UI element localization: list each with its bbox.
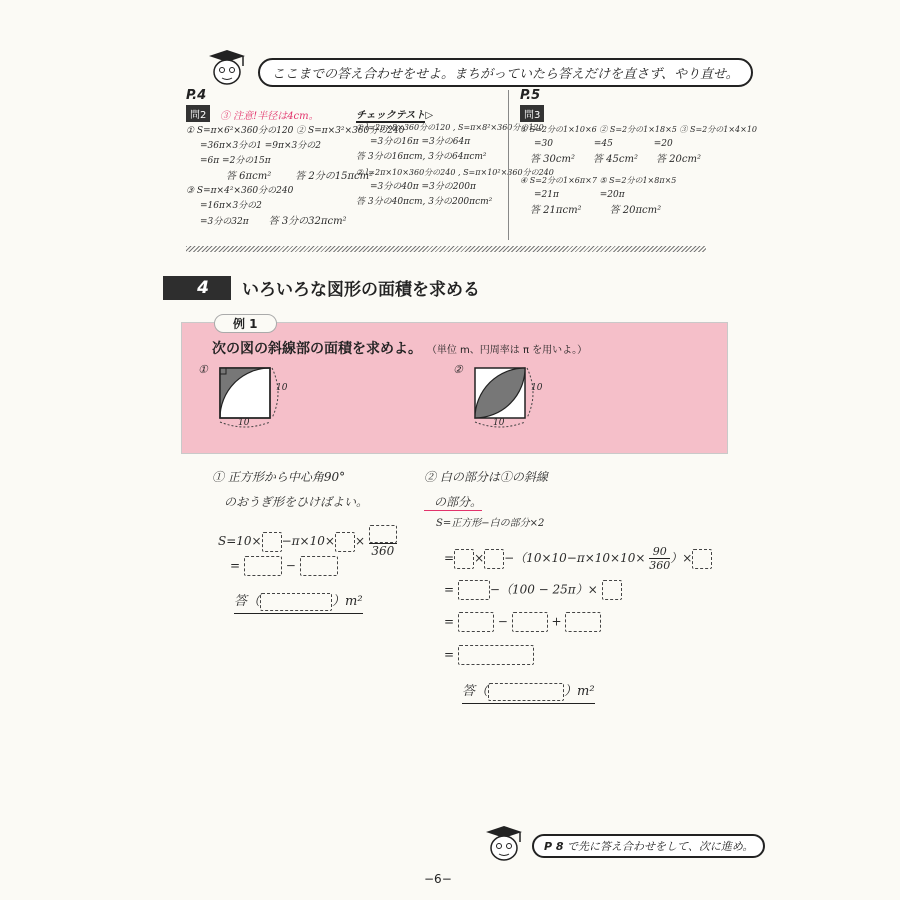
arrow-right-icon: ▷ bbox=[425, 110, 434, 121]
solution2-intro1: ② 白の部分は①の斜線 bbox=[424, 470, 548, 484]
sol2-eq2-a: = bbox=[444, 582, 455, 597]
p4-label: P.4 bbox=[186, 88, 207, 103]
check-test-text: チェックテスト bbox=[356, 110, 426, 121]
sol2-blank-5[interactable] bbox=[602, 580, 622, 600]
example-tab: 例 1 bbox=[214, 314, 277, 333]
p4-ans2: 答 2分の15πcm² bbox=[295, 171, 374, 182]
solution1-answer bbox=[234, 590, 363, 614]
sol2-eq3-c: + bbox=[551, 614, 562, 629]
sol2-blank-4[interactable] bbox=[458, 580, 490, 600]
p5-q-tag-text: 問3 bbox=[520, 105, 544, 122]
section-number: 4 bbox=[197, 278, 209, 298]
bottom-page-ref: P 8 bbox=[544, 840, 564, 853]
p5-row4: =21π =20π bbox=[534, 190, 625, 200]
hatch-separator bbox=[186, 246, 706, 252]
p5-label: P.5 bbox=[520, 88, 541, 103]
sol1-eq2-equals: = bbox=[230, 558, 241, 573]
sol1-fraction bbox=[369, 525, 397, 558]
p4-line2: =36π×3分の1 =9π×3分の2 bbox=[200, 141, 321, 151]
section-number-tab bbox=[163, 276, 231, 300]
p4-line5: =16π×3分の2 bbox=[200, 201, 262, 211]
sol1-answer-blank[interactable] bbox=[260, 593, 332, 611]
p5-ans2: 答 45cm² bbox=[593, 154, 638, 165]
p5-ans3: 答 20cm² bbox=[656, 154, 701, 165]
p4-line3: =6π =2分の15π bbox=[200, 156, 271, 166]
top-banner-text: ここまでの答え合わせをせよ。まちがっていたら答えだけを直さず、やり直せ。 bbox=[272, 67, 739, 82]
sol2-blank-8[interactable] bbox=[565, 612, 601, 632]
check-ans2: 答 3分の40πcm, 3分の200πcm² bbox=[356, 197, 493, 207]
example-question-note: （単位 m、円周率は π を用いよ。） bbox=[426, 345, 588, 356]
sol2-blank-6[interactable] bbox=[458, 612, 494, 632]
figure-2-square-lens bbox=[465, 362, 545, 432]
fig2-label: ② bbox=[453, 363, 463, 376]
page-number: −6− bbox=[424, 872, 452, 886]
p4-answers bbox=[186, 124, 405, 230]
solution1-intro bbox=[212, 468, 368, 510]
sol2-denominator: 360 bbox=[649, 559, 671, 572]
fig1-label: ① bbox=[198, 363, 208, 376]
sol2-eq2-b: −（100 − 25π）× bbox=[489, 582, 598, 597]
p5-ans5: 答 20πcm² bbox=[609, 205, 662, 216]
sol2-eq3-a: = bbox=[444, 614, 455, 629]
solution2-intro bbox=[424, 468, 548, 511]
sol2-blank-2[interactable] bbox=[484, 549, 504, 569]
p4-ans1: 答 6πcm² bbox=[226, 171, 272, 182]
mascot-face-bottom bbox=[482, 826, 524, 866]
section-title: いろいろな図形の面積を求める bbox=[242, 280, 480, 300]
bottom-banner-text: で先に答え合わせをして、次に進め。 bbox=[567, 840, 754, 853]
sol2-blank-1[interactable] bbox=[454, 549, 474, 569]
sol2-answer-blank[interactable] bbox=[488, 683, 564, 701]
solution2-intro2: の部分。 bbox=[424, 493, 482, 511]
example-question bbox=[212, 338, 587, 358]
p5-row2: =30 =45 =20 bbox=[534, 139, 673, 149]
p4-line1: ① S=π×6²×360分の120 ② S=π×3²×360分の240 bbox=[186, 126, 405, 136]
answer-divider bbox=[508, 90, 509, 240]
sol1-eq1-a: S=10× bbox=[218, 534, 262, 548]
solution2-formula: S=正方形−白の部分×2 bbox=[436, 518, 545, 529]
example-question-text: 次の図の斜線部の面積を求めよ。 bbox=[212, 341, 422, 357]
p5-row3: ④ S=2分の1×6π×7 ⑤ S=2分の1×8π×5 bbox=[520, 176, 677, 185]
sol2-eq1-a: = bbox=[444, 551, 455, 565]
p4-line4: ③ S=π×4²×360分の240 bbox=[186, 186, 294, 196]
p5-answers bbox=[520, 122, 758, 218]
sol2-blank-3[interactable] bbox=[692, 549, 712, 569]
sol1-denominator: 360 bbox=[369, 543, 397, 558]
fig2-dim-bottom: 10 bbox=[493, 418, 505, 428]
solution2-answer bbox=[462, 680, 595, 704]
sol2-answer-label: 答（ bbox=[462, 684, 489, 699]
solution2-eq4 bbox=[444, 645, 534, 665]
solution2-eq3 bbox=[444, 612, 601, 632]
sol1-blank-3[interactable] bbox=[244, 556, 282, 576]
graduate-face-icon bbox=[482, 826, 524, 862]
sol1-eq2-minus: − bbox=[285, 558, 296, 573]
p4-q-tag-text: 問2 bbox=[186, 105, 210, 122]
sol1-blank-4[interactable] bbox=[300, 556, 338, 576]
bottom-instruction-banner bbox=[532, 834, 765, 858]
top-instruction-banner bbox=[258, 58, 753, 87]
sol2-eq3-b: − bbox=[497, 614, 508, 629]
sol1-blank-numerator[interactable] bbox=[369, 525, 397, 543]
sol1-answer-unit: ）m² bbox=[332, 594, 363, 609]
sol2-numerator: 90 bbox=[652, 545, 667, 558]
solution1-eq1 bbox=[218, 525, 397, 558]
p5-ans4: 答 21πcm² bbox=[530, 205, 582, 216]
p5-ans1: 答 30cm² bbox=[530, 154, 575, 165]
p4-note: ③ 注意!半径は4cm。 bbox=[220, 111, 319, 122]
sol2-blank-9[interactable] bbox=[458, 645, 534, 665]
sol1-eq1-c: × bbox=[354, 534, 365, 548]
sol2-answer-unit: ）m² bbox=[564, 684, 595, 699]
sol1-answer-label: 答（ bbox=[234, 594, 261, 609]
check-line3: ② l=2π×10×360分の240 , S=π×10²×360分の240 bbox=[356, 168, 554, 177]
p5-row1: ① S=2分の1×10×6 ② S=2分の1×18×5 ③ S=2分の1×4×10 bbox=[520, 125, 758, 134]
fig2-dim-right: 10 bbox=[531, 383, 543, 393]
solution1-intro2: のおうぎ形をひけばよい。 bbox=[224, 495, 369, 509]
check-line1: ① l=2π×8×360分の120 , S=π×8²×360分の120 bbox=[356, 123, 544, 132]
solution1-eq2 bbox=[230, 556, 338, 576]
figure-1-square-quarter-circle bbox=[210, 362, 290, 432]
sol2-fraction bbox=[649, 545, 670, 572]
p4-ans3: 答 3分の32πcm² bbox=[268, 216, 347, 227]
fig1-dim-right: 10 bbox=[276, 383, 288, 393]
mascot-face-top bbox=[205, 50, 247, 90]
sol2-eq1-b: × bbox=[474, 551, 485, 565]
p4-question-tag bbox=[186, 103, 210, 122]
p4-line6: =3分の32π bbox=[200, 217, 249, 227]
solution1-intro1: ① 正方形から中心角90° bbox=[212, 470, 346, 484]
p5-question-tag bbox=[520, 103, 544, 122]
sol2-eq1-d: ）× bbox=[670, 551, 693, 565]
sol2-blank-7[interactable] bbox=[512, 612, 548, 632]
sol2-eq4-a: = bbox=[444, 647, 455, 662]
check-ans1: 答 3分の16πcm, 3分の64πcm² bbox=[356, 152, 487, 162]
sol1-blank-1[interactable] bbox=[262, 532, 282, 552]
sol1-blank-2[interactable] bbox=[335, 532, 355, 552]
fig1-dim-bottom: 10 bbox=[238, 418, 250, 428]
graduate-face-icon bbox=[205, 50, 247, 86]
check-line4: =3分の40π =3分の200π bbox=[370, 182, 476, 192]
sol1-eq1-b: −π×10× bbox=[281, 534, 335, 548]
solution2-eq2 bbox=[444, 580, 622, 600]
solution2-eq1 bbox=[444, 545, 712, 572]
sol2-eq1-c: −（10×10−π×10×10× bbox=[504, 551, 646, 565]
check-line2: =3分の16π =3分の64π bbox=[370, 137, 471, 147]
